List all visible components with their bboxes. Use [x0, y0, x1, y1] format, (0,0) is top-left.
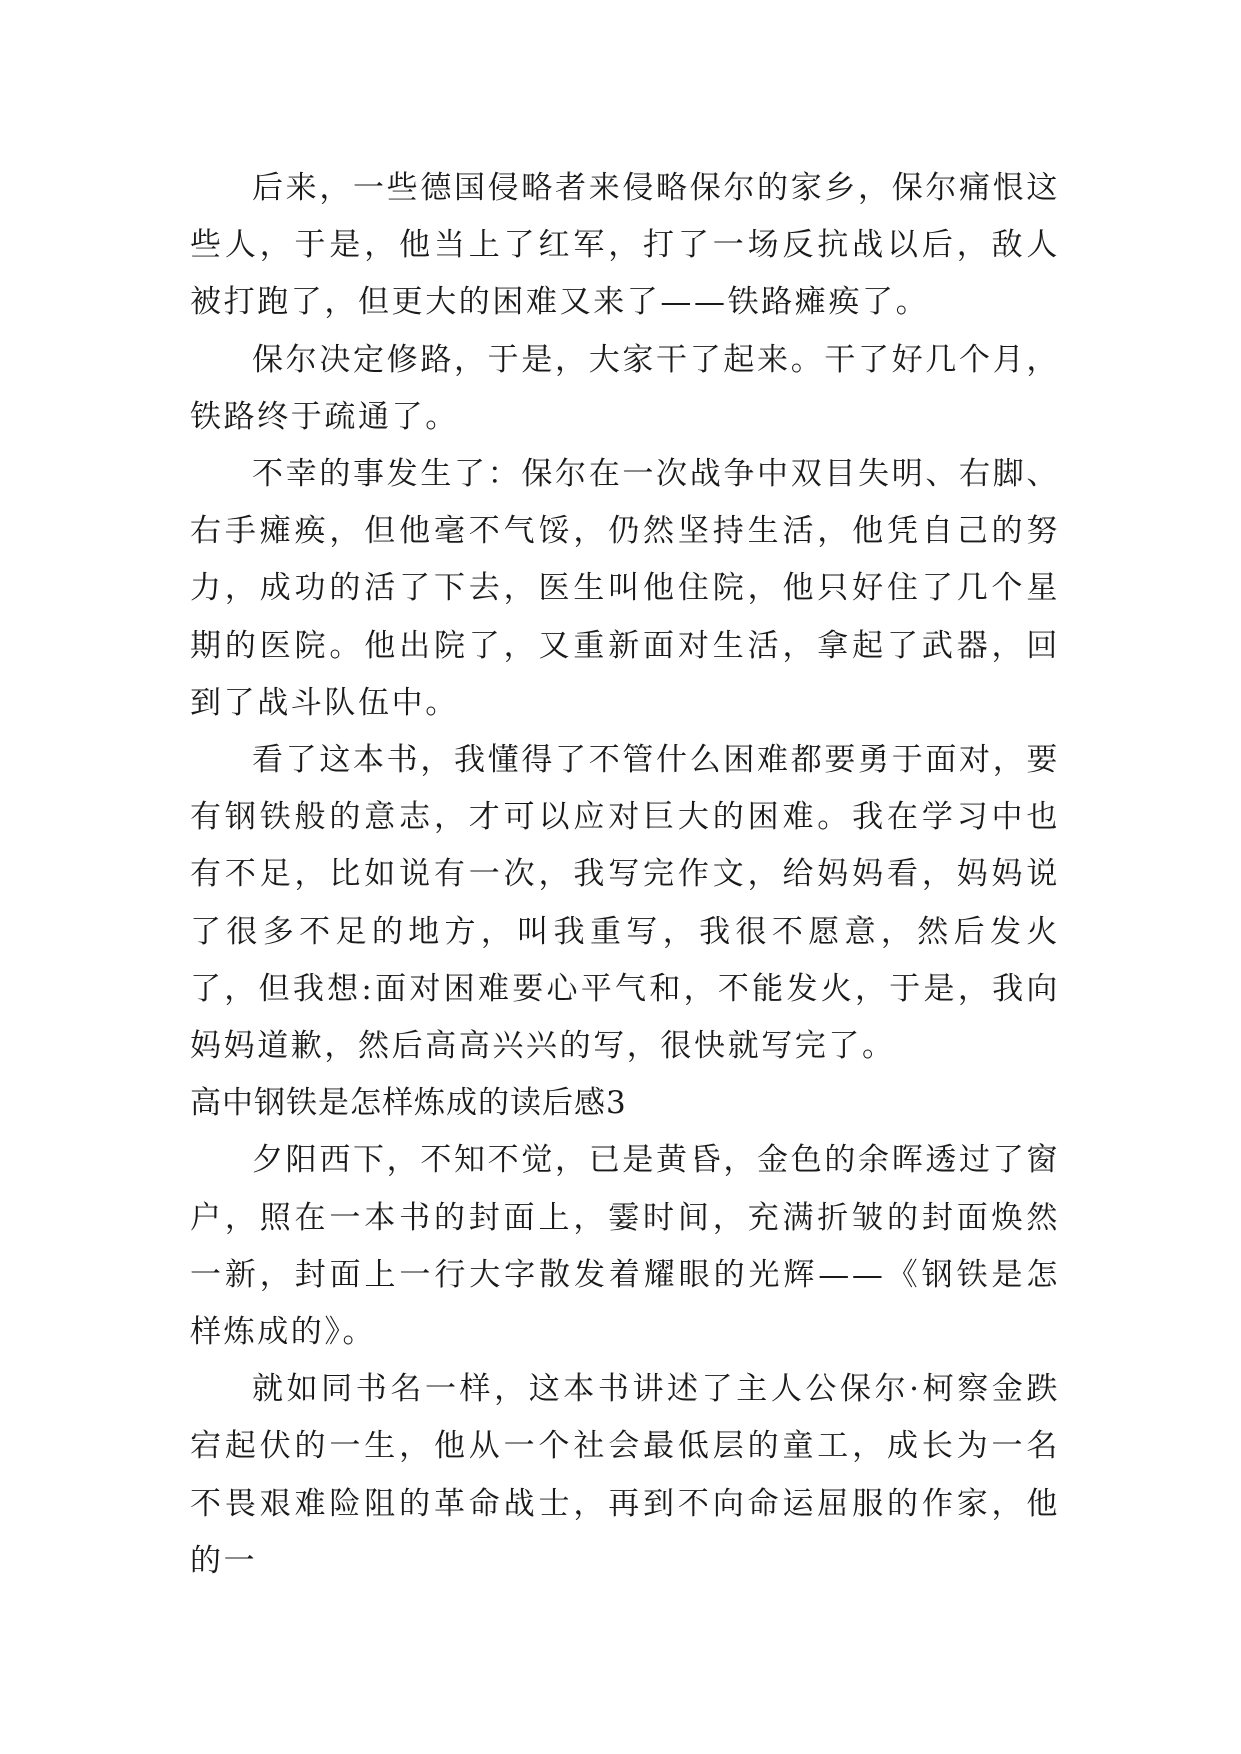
paragraph-5: 夕阳西下，不知不觉，已是黄昏，金色的余晖透过了窗户，照在一本书的封面上，霎时间，充满折皱的封面焕然一新，封面上一行大字散发着耀眼的光辉——《钢铁是怎样炼成的》。	[190, 1142, 1060, 1351]
paragraph-2: 保尔决定修路，于是，大家干了起来。干了好几个月，铁路终于疏通了。	[190, 341, 1060, 435]
document-body	[190, 160, 1060, 1590]
paragraph-3: 不幸的事发生了：保尔在一次战争中双目失明、右脚、右手瘫痪，但他毫不气馁，仍然坚持生活，他凭自己的努力，成功的活了下去，医生叫他住院，他只好住了几个星期的医院。他出院了，又重新面对生活，拿起了武器，回到了战斗队伍中。	[190, 456, 1060, 721]
paragraph-6: 就如同书名一样，这本书讲述了主人公保尔·柯察金跌宕起伏的一生，他从一个社会最低层的童工，成长为一名不畏艰难险阻的革命战士，再到不向命运屈服的作家，他的一	[190, 1371, 1060, 1579]
paragraph-1: 后来，一些德国侵略者来侵略保尔的家乡，保尔痛恨这些人，于是，他当上了红军，打了一场反抗战以后，敌人被打跑了，但更大的困难又来了——铁路瘫痪了。	[190, 170, 1060, 321]
section-heading: 高中钢铁是怎样炼成的读后感3	[190, 1085, 627, 1122]
paragraph-4: 看了这本书，我懂得了不管什么困难都要勇于面对，要有钢铁般的意志，才可以应对巨大的困难。我在学习中也有不足，比如说有一次，我写完作文，给妈妈看，妈妈说了很多不足的地方，叫我重写，我很不愿意，然后发火了，但我想:面对困难要心平气和，不能发火，于是，我向妈妈道歉，然后高高兴兴的写，很快就写完了。	[190, 742, 1060, 1065]
